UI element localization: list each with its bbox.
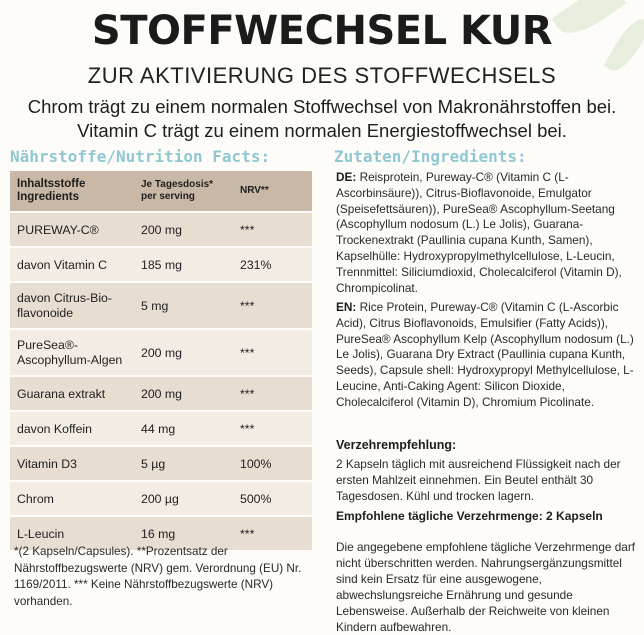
row-name: Guarana extrakt (17, 386, 106, 401)
row-amount: 200 mg (141, 386, 183, 401)
row-name: davon Citrus-Bio- flavonoide (17, 290, 112, 320)
header-ingredients: Inhaltsstoffe Ingredients (17, 178, 86, 203)
table-row (10, 213, 312, 248)
header-nrv: NRV** (240, 185, 269, 196)
table-header-row (10, 171, 312, 213)
row-name: L-Leucin (17, 526, 65, 541)
row-amount: 200 mg (141, 345, 183, 360)
health-claim-vitamin-c: Vitamin C trägt zu einem normalen Energiestoffwechsel bei. (77, 120, 567, 141)
row-name: davon Koffein (17, 421, 92, 436)
table-row (10, 447, 312, 482)
row-amount: 5 µg (141, 456, 166, 471)
ingredients-heading: Zutaten/Ingredients: (334, 147, 527, 166)
row-nrv: 100% (240, 456, 272, 471)
row-name: PUREWAY-C® (17, 222, 99, 237)
nutrition-heading: Nährstoffe/Nutrition Facts: (10, 147, 271, 166)
page-title: STOFFWECHSEL KUR (91, 8, 553, 54)
row-name: Vitamin D3 (17, 456, 77, 471)
row-name: Chrom (17, 491, 54, 506)
table-row (10, 482, 312, 517)
table-row (10, 330, 312, 377)
table-row (10, 377, 312, 412)
table-row (10, 248, 312, 283)
row-nrv: *** (240, 421, 255, 436)
ingredients-en-text: Rice Protein, Pureway-C® (Vitamin C (L-Ascorbic Acid), Citrus Bioflavonoids, Emulsifier (Fatty Acids)), PureSea® Ascophyllum Kelp (Ascophyllum nodosum (L.) Le Jolis), Guarana Dry Extract (Paullinia cupana Kunth, Seeds), Capsule shell: Hydroxypropyl Methylcellulose, L-Leucine, Anti-Caking Agent: Silicon Dioxide, Cholecalciferol (Vitamin D), Chromium Picolinate. (336, 300, 634, 409)
daily-dose: Empfohlene tägliche Verzehrmenge: 2 Kapseln (336, 509, 603, 523)
row-nrv: *** (240, 345, 255, 360)
row-nrv: 500% (240, 491, 272, 506)
row-name: davon Vitamin C (17, 257, 107, 272)
row-nrv: *** (240, 526, 255, 541)
row-amount: 5 mg (141, 298, 169, 313)
row-nrv: 231% (240, 257, 272, 272)
header-per-serving: Je Tagesdosis* per serving (141, 179, 214, 202)
row-amount: 200 mg (141, 222, 183, 237)
directions-text: 2 Kapseln täglich mit ausreichend Flüssigkeit nach der ersten Mahlzeit einnehmen. Ein Beutel enthält 30 Tagesdosen. Kühl und trocken lagern. (336, 457, 621, 504)
ingredients-de-label: DE: (336, 170, 357, 184)
page-subtitle: ZUR AKTIVIERUNG DES STOFFWECHSELS (87, 63, 557, 88)
row-name: PureSea®- Ascophyllum-Algen (17, 337, 123, 367)
row-amount: 44 mg (141, 421, 176, 436)
ingredients-de-text: Reisprotein, Pureway-C® (Vitamin C (L-Ascorbinsäure)), Citrus-Bioflavonoide, Emulgator (Speisefettsäuren)), PureSea® Ascophyllum-Seetang (Ascophyllum nodosum (L.) Le Jolis), Guarana-Trockenextrakt (Paullinia cupana Kunth, Samen), Kapselhülle: Hydroxypropylmethylcellulose, L-Leucin, Trennmittel: Siliciumdioxid, Cholecalciferol (Vitamin D), Chrompicolinat. (336, 170, 622, 295)
row-nrv: *** (240, 298, 255, 313)
row-nrv: *** (240, 222, 255, 237)
table-row (10, 283, 312, 330)
row-amount: 200 µg (141, 491, 179, 506)
nutrition-footnote: *(2 Kapseln/Capsules). **Prozentsatz der Nährstoffbezugswerte (NRV) gem. Verordnung (EU) Nr. 1169/2011. *** Keine Nährstoffbezugswerte (NRV) vorhanden. (14, 545, 302, 608)
row-amount: 185 mg (141, 257, 183, 272)
health-claim-chrom: Chrom trägt zu einem normalen Stoffwechsel von Makronährstoffen bei. (27, 96, 617, 117)
row-amount: 16 mg (141, 526, 176, 541)
warning-text: Die angegebene empfohlene tägliche Verzehrmenge darf nicht überschritten werden. Nahrungsergänzungsmittel sind kein Ersatz für eine ausgewogene, abwechslungsreiche Ernährung und gesunde Lebensweise. Außerhalb der Reichweite von kleinen Kindern aufbewahren. (336, 540, 636, 634)
nutrition-table (10, 171, 312, 552)
ingredients-de (336, 170, 634, 296)
ingredients-en (336, 300, 634, 411)
directions-heading: Verzehrempfehlung: (336, 438, 457, 452)
row-nrv: *** (240, 386, 255, 401)
table-row (10, 412, 312, 447)
ingredients-en-label: EN: (336, 300, 357, 314)
